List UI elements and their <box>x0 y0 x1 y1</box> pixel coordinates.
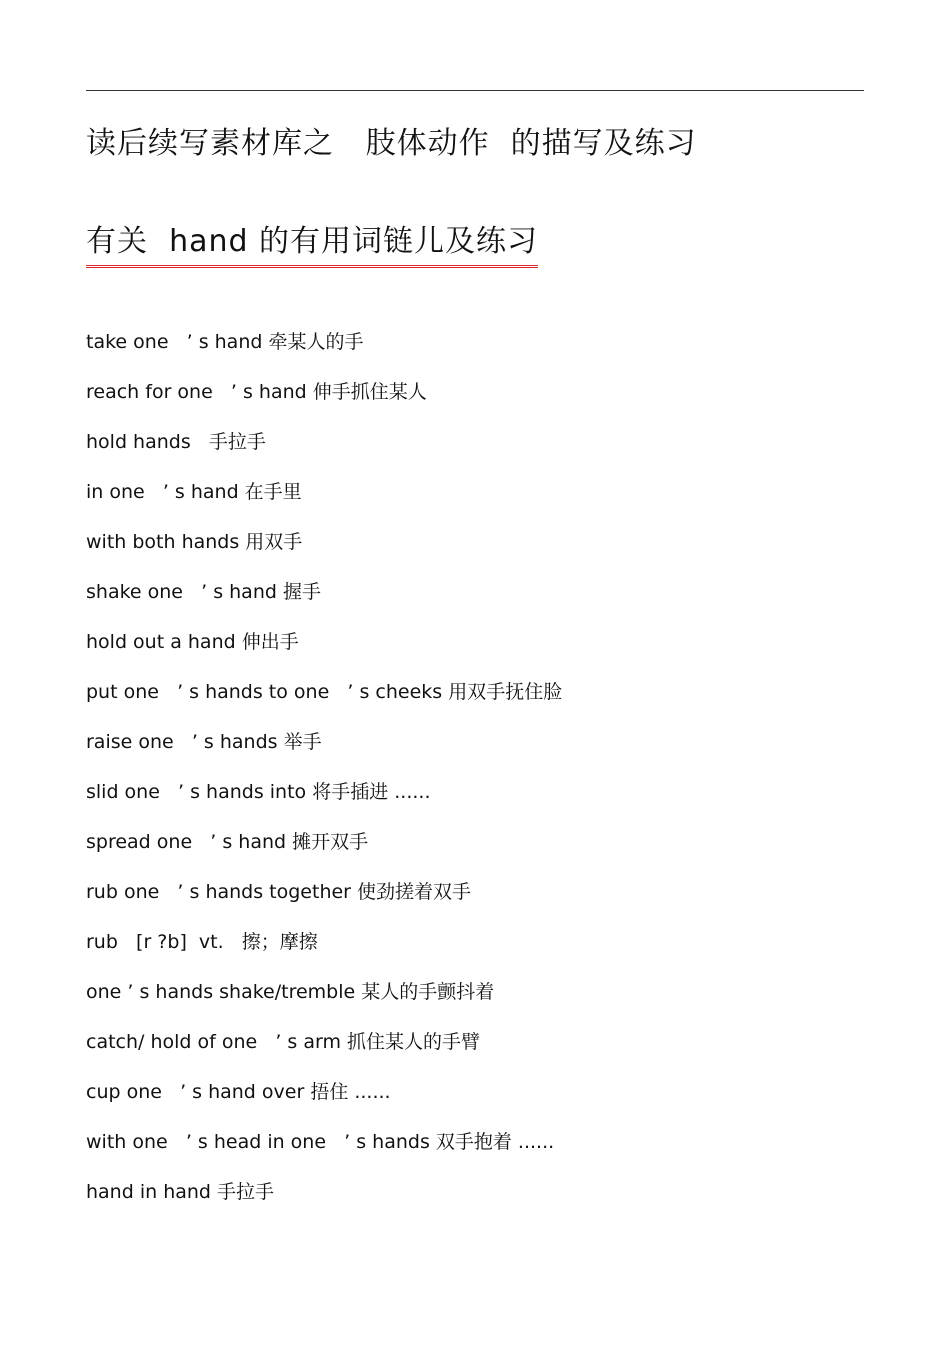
phrase-item: put one ’ s hands to one ’ s cheeks 用双手抚住脸 <box>86 681 563 703</box>
phrase-item: take one ’ s hand 牵某人的手 <box>86 331 364 353</box>
phrase-item: reach for one ’ s hand 伸手抓住某人 <box>86 381 427 403</box>
phrase-item: shake one ’ s hand 握手 <box>86 581 321 603</box>
phrase-item: hand in hand 手拉手 <box>86 1181 275 1203</box>
phrase-item: raise one ’ s hands 举手 <box>86 731 322 753</box>
phrase-item: with one ’ s head in one ’ s hands 双手抱着 ...... <box>86 1131 555 1153</box>
phrase-item: slid one ’ s hands into 将手插进 ...... <box>86 781 431 803</box>
phrase-item: rub [r ?b] vt. 擦；摩擦 <box>86 931 318 953</box>
phrase-item: hold out a hand 伸出手 <box>86 631 299 653</box>
phrase-item: hold hands 手拉手 <box>86 431 266 453</box>
phrase-item: catch/ hold of one ’ s arm 抓住某人的手臂 <box>86 1031 481 1053</box>
header-rule <box>86 90 864 91</box>
phrase-item: in one ’ s hand 在手里 <box>86 481 302 503</box>
page-title: 读后续写素材库之 肢体动作 的描写及练习 <box>86 126 697 161</box>
phrase-item: cup one ’ s hand over 捂住 ...... <box>86 1081 391 1103</box>
section-subtitle: 有关 hand 的有用词链儿及练习 <box>86 222 538 268</box>
phrase-item: rub one ’ s hands together 使劲搓着双手 <box>86 881 472 903</box>
phrase-list <box>86 328 846 1228</box>
phrase-item: spread one ’ s hand 摊开双手 <box>86 831 369 853</box>
phrase-item: with both hands 用双手 <box>86 531 303 553</box>
phrase-item: one ’ s hands shake/tremble 某人的手颤抖着 <box>86 981 495 1003</box>
